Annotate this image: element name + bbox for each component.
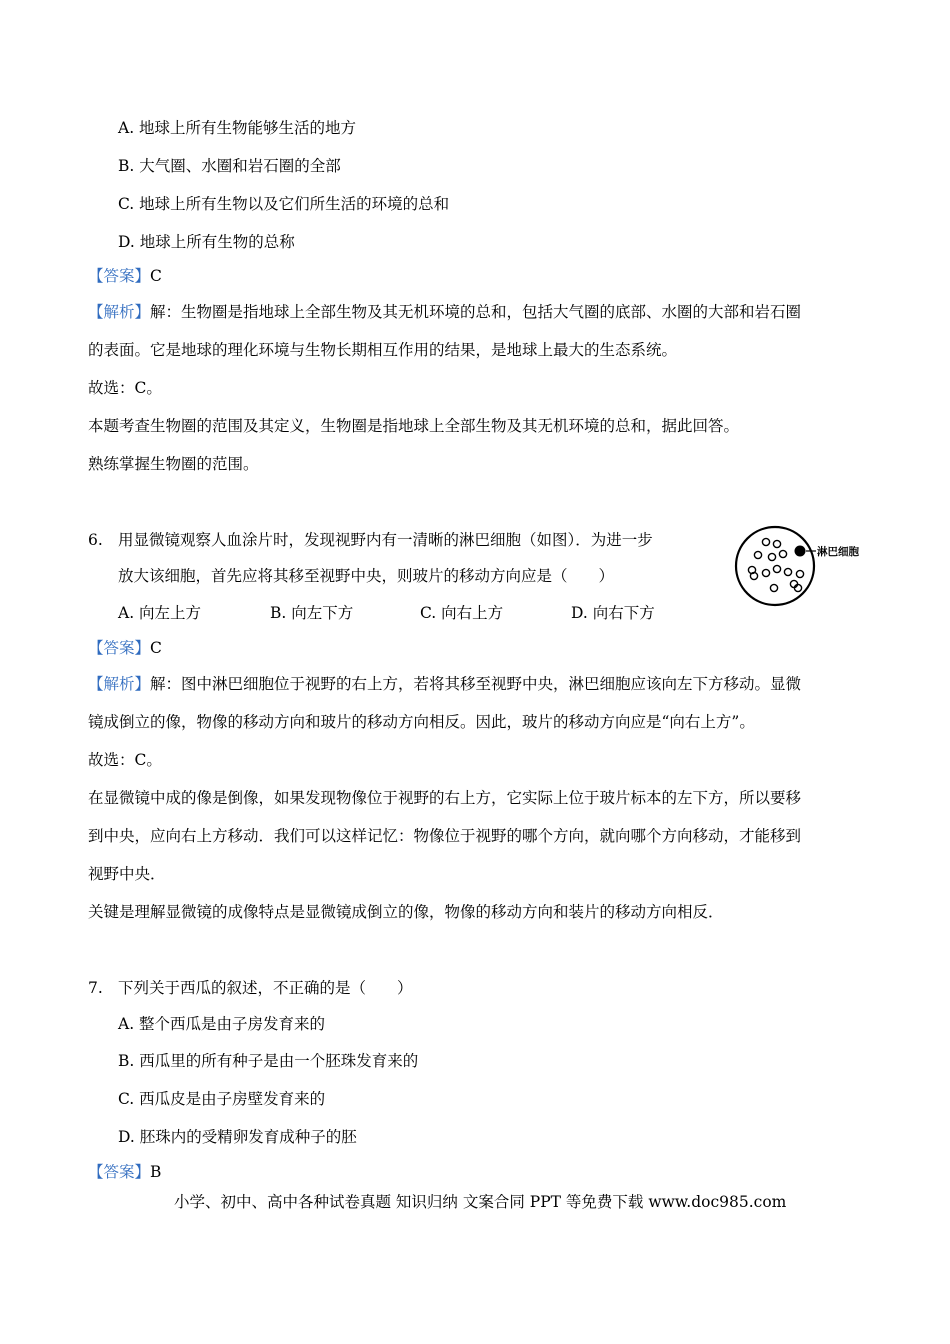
q6-analysis-line-1 (88, 674, 801, 694)
q5-analysis-line-4: 本题考查生物圈的范围及其定义，生物圈是指地球上全部生物及其无机环境的总和，据此回答。 (88, 417, 740, 435)
answer-tag: 【答案】 (88, 1163, 151, 1181)
analysis-text: 解：生物圈是指地球上全部生物及其无机环境的总和，包括大气圈的底部、水圈的大部和岩石圈 (150, 303, 802, 321)
figure-label: 淋巴细胞 (817, 546, 859, 558)
answer-tag: 【答案】 (88, 267, 151, 285)
q6-choice-c: C. 向右上方 (420, 604, 504, 622)
q6-analysis-line-4: 在显微镜中成的像是倒像，如果发现物像位于视野的右上方，它实际上位于玻片标本的左下方，所以要移 (88, 789, 802, 807)
q6-number: 6. (88, 531, 103, 549)
q7-option-b: B. 西瓜里的所有种子是由一个胚珠发育来的 (118, 1052, 419, 1070)
analysis-tag: 【解析】 (88, 303, 151, 321)
answer-value: C (150, 267, 162, 285)
answer-value: C (150, 639, 162, 657)
q7-option-c: C. 西瓜皮是由子房壁发育来的 (118, 1090, 326, 1108)
q5-analysis-line-1 (88, 302, 801, 322)
blood-cells (748, 538, 803, 591)
analysis-tag: 【解析】 (88, 675, 151, 693)
q5-option-d: D. 地球上所有生物的总称 (118, 233, 295, 251)
q6-choice-a: A. 向左上方 (118, 604, 202, 622)
q5-option-a: A. 地球上所有生物能够生活的地方 (118, 119, 357, 137)
q6-analysis-line-3: 故选：C。 (88, 751, 162, 769)
page-footer: 小学、初中、高中各种试卷真题 知识归纳 文案合同 PPT 等免费下载 www.doc985.com (174, 1193, 787, 1211)
q7-number: 7. (88, 979, 103, 997)
q5-analysis-line-2: 的表面。它是地球的理化环境与生物长期相互作用的结果，是地球上最大的生态系统。 (88, 341, 678, 359)
q5-answer (88, 266, 162, 286)
lymphocyte-cell (795, 546, 806, 557)
q6-choice-b: B. 向左下方 (270, 604, 354, 622)
q7-answer (88, 1162, 161, 1182)
q5-option-c: C. 地球上所有生物以及它们所生活的环境的总和 (118, 195, 450, 213)
q6-analysis-line-7: 关键是理解显微镜的成像特点是显微镜成倒立的像，物像的移动方向和装片的移动方向相反． (88, 903, 724, 921)
q5-analysis-line-3: 故选：C。 (88, 379, 162, 397)
analysis-text: 解：图中淋巴细胞位于视野的右上方，若将其移至视野中央，淋巴细胞应该向左下方移动。显微 (150, 675, 802, 693)
answer-value: B (150, 1163, 162, 1181)
q6-stem-line-1: 用显微镜观察人血涂片时，发现视野内有一清晰的淋巴细胞（如图）．为进一步 (118, 531, 653, 549)
answer-tag: 【答案】 (88, 639, 151, 657)
q6-choice-d: D. 向右下方 (571, 604, 655, 622)
q7-stem: 下列关于西瓜的叙述，不正确的是（ ） (118, 979, 413, 997)
microscope-field-figure (728, 522, 880, 614)
q7-option-a: A. 整个西瓜是由子房发育来的 (118, 1015, 326, 1033)
q5-option-b: B. 大气圈、水圈和岩石圈的全部 (118, 157, 341, 175)
q6-analysis-line-2: 镜成倒立的像，物像的移动方向和玻片的移动方向相反。因此，玻片的移动方向应是“向右上方”。 (88, 713, 755, 731)
q6-analysis-line-5: 到中央，应向右上方移动．我们可以这样记忆：物像位于视野的哪个方向，就向哪个方向移动，才能移到 (88, 827, 802, 845)
q5-analysis-line-5: 熟练掌握生物圈的范围。 (88, 455, 259, 473)
q6-analysis-line-6: 视野中央． (88, 865, 166, 883)
q7-option-d: D. 胚珠内的受精卵发育成种子的胚 (118, 1128, 357, 1146)
q6-stem-line-2: 放大该细胞，首先应将其移至视野中央，则玻片的移动方向应是（ ） (118, 567, 615, 585)
q6-answer (88, 638, 162, 658)
